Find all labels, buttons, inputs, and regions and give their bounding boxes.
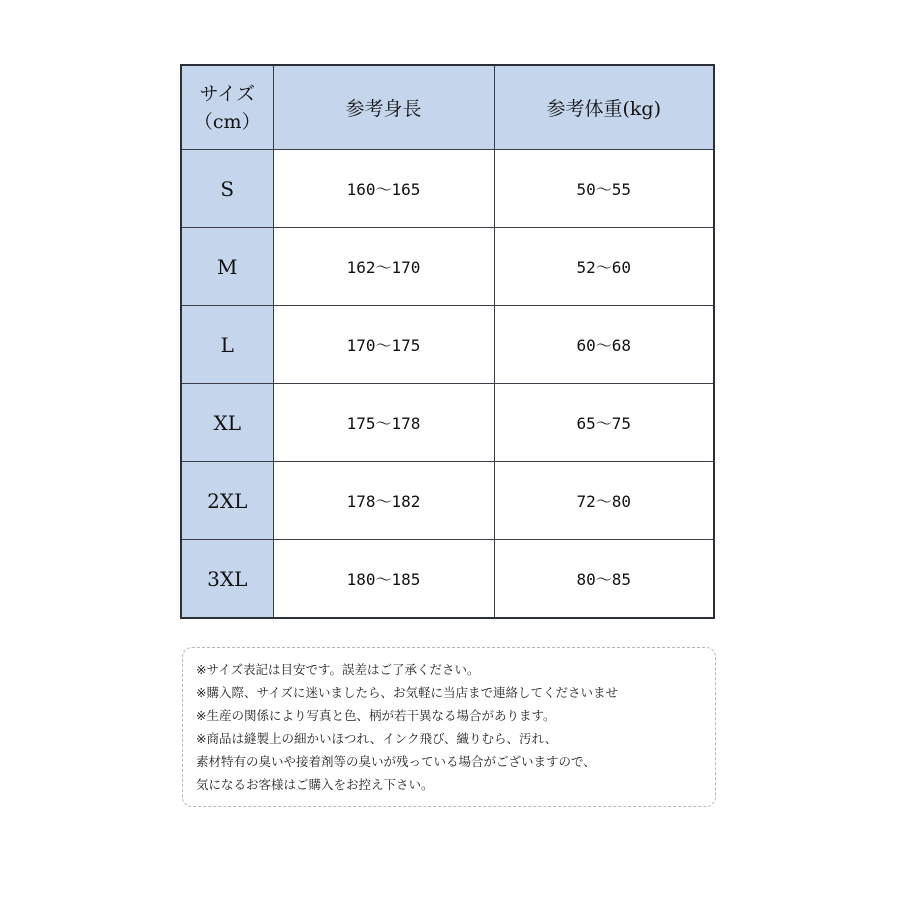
size-cell: 2XL [181, 462, 273, 540]
table-header-row [181, 65, 714, 150]
height-cell: 162～170 [273, 228, 494, 306]
height-cell: 180～185 [273, 540, 494, 619]
note-line: 気になるお客様はご購入をお控え下さい。 [196, 777, 434, 792]
note-line: ※商品は縫製上の細かいほつれ、インク飛び、織りむら、汚れ、 [196, 731, 558, 746]
size-cell: 3XL [181, 540, 273, 619]
height-cell: 170～175 [273, 306, 494, 384]
note-line: ※購入際、サイズに迷いましたら、お気軽に当店まで連絡してくださいませ [196, 685, 618, 700]
height-cell: 178～182 [273, 462, 494, 540]
note-line: ※生産の関係により写真と色、柄が若干異なる場合があります。 [196, 708, 556, 723]
size-cell: S [181, 150, 273, 228]
weight-cell: 65～75 [494, 384, 714, 462]
table-row [181, 228, 714, 306]
height-cell: 175～178 [273, 384, 494, 462]
table-row [181, 462, 714, 540]
header-size [181, 65, 273, 150]
size-cell: XL [181, 384, 273, 462]
header-weight: 参考体重(kg) [494, 65, 714, 150]
size-cell: L [181, 306, 273, 384]
weight-cell: 80～85 [494, 540, 714, 619]
header-size-unit: （cm） [193, 110, 261, 133]
height-cell: 160～165 [273, 150, 494, 228]
table-row [181, 540, 714, 619]
note-line: ※サイズ表記は目安です。誤差はご了承ください。 [196, 662, 480, 677]
table-row [181, 306, 714, 384]
weight-cell: 60～68 [494, 306, 714, 384]
notes-box [182, 647, 716, 807]
weight-cell: 50～55 [494, 150, 714, 228]
table-row [181, 150, 714, 228]
weight-cell: 72～80 [494, 462, 714, 540]
header-size-label: サイズ [199, 82, 255, 105]
weight-cell: 52～60 [494, 228, 714, 306]
size-cell: M [181, 228, 273, 306]
header-height: 参考身長 [273, 65, 494, 150]
table-row [181, 384, 714, 462]
size-chart-table [180, 64, 715, 619]
note-line: 素材特有の臭いや接着剤等の臭いが残っている場合がございますので、 [196, 754, 596, 769]
